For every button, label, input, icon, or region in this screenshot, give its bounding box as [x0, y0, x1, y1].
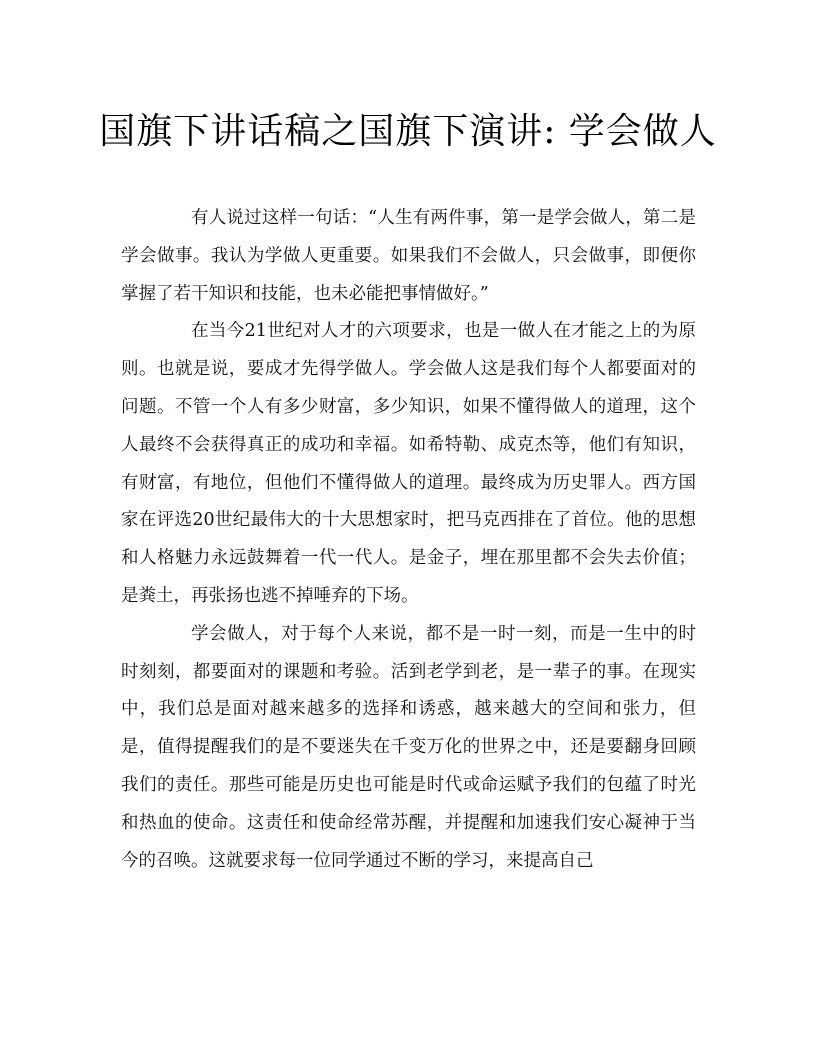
document-body [121, 200, 696, 880]
paragraph-2: 在当今21世纪对人才的六项要求，也是一做人在才能之上的为原则。也就是说，要成才先得学做人。学会做人这是我们每个人都要面对的问题。不管一个人有多少财富，多少知识，如果不懂得做人的道理，这个人最终不会获得真正的成功和幸福。如希特勒、成克杰等，他们有知识，有财富，有地位，但他们不懂得做人的道理。最终成为历史罪人。西方国家在评选20世纪最伟大的十大思想家时，把马克西排在了首位。他的思想和人格魅力永远鼓舞着一代一代人。是金子，埋在那里都不会失去价值；是粪土，再张扬也逃不掉唾弃的下场。 [121, 321, 696, 606]
paragraph-3: 学会做人，对于每个人来说，都不是一时一刻，而是一生中的时时刻刻，都要面对的课题和考验。活到老学到老，是一辈子的事。在现实中，我们总是面对越来越多的选择和诱惑，越来越大的空间和张力，但是，值得提醒我们的是不要迷失在千变万化的世界之中，还是要翻身回顾我们的责任。那些可能是历史也可能是时代或命运赋予我们的包蕴了时光和热血的使命。这责任和使命经常苏醒，并提醒和加速我们安心凝神于当今的召唤。这就要求每一位同学通过不断的学习，来提高自己 [121, 623, 696, 871]
paragraph-1: 有人说过这样一句话：“人生有两件事，第一是学会做人，第二是学会做事。我认为学做人更重要。如果我们不会做人，只会做事，即便你掌握了若干知识和技能，也未必能把事情做好。” [121, 208, 696, 304]
document-title: 国旗下讲话稿之国旗下演讲: 学会做人 [99, 111, 717, 152]
